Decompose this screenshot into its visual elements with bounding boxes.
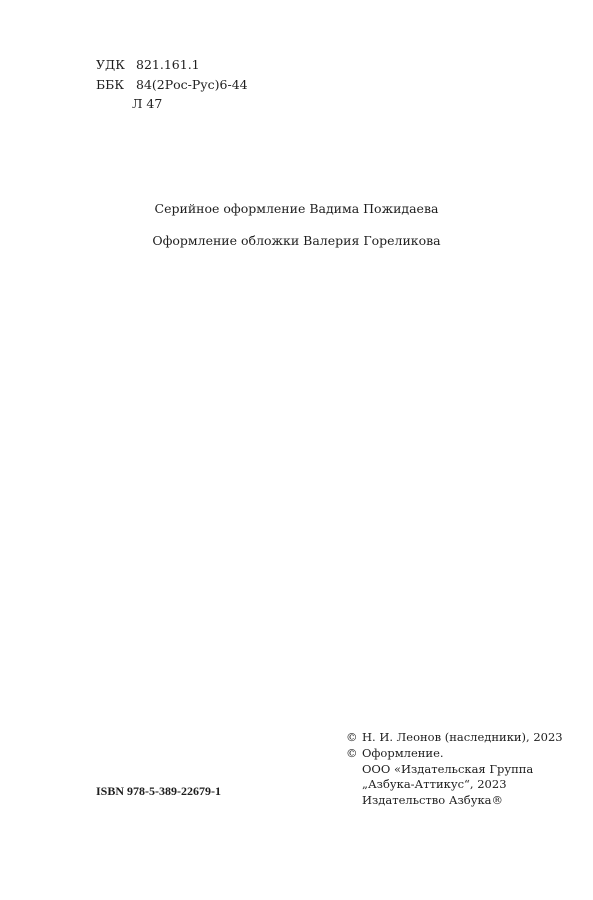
- copyright-author: Н. И. Леонов (наследники), 2023: [362, 730, 563, 744]
- copyright-line-3: ООО «Издательская Группа: [362, 762, 534, 776]
- copyright-symbol: ©: [346, 730, 358, 744]
- series-design-credit: Серийное оформление Вадима Пожидаева: [154, 201, 439, 216]
- cover-design-credit: Оформление обложки Валерия Гореликова: [152, 233, 441, 248]
- bbk-label: ББК: [96, 77, 125, 92]
- copyright-line-4: „Азбука-Аттикус“, 2023: [362, 777, 507, 791]
- copyright-symbol: ©: [346, 746, 358, 760]
- copyright-design: Оформление.: [362, 746, 444, 760]
- copyright-line-2: [346, 746, 444, 761]
- udk-line: [96, 57, 200, 73]
- bbk-line: [96, 77, 248, 93]
- bbk-value: 84(2Рос-Рус)6-44: [136, 77, 248, 92]
- copyright-line-1: [346, 730, 563, 745]
- udk-label: УДК: [96, 57, 125, 72]
- author-mark: Л 47: [132, 96, 163, 111]
- udk-value: 821.161.1: [136, 57, 200, 72]
- copyright-line-5: Издательство Азбука®: [362, 793, 504, 807]
- isbn-number: ISBN 978-5-389-22679-1: [96, 784, 221, 798]
